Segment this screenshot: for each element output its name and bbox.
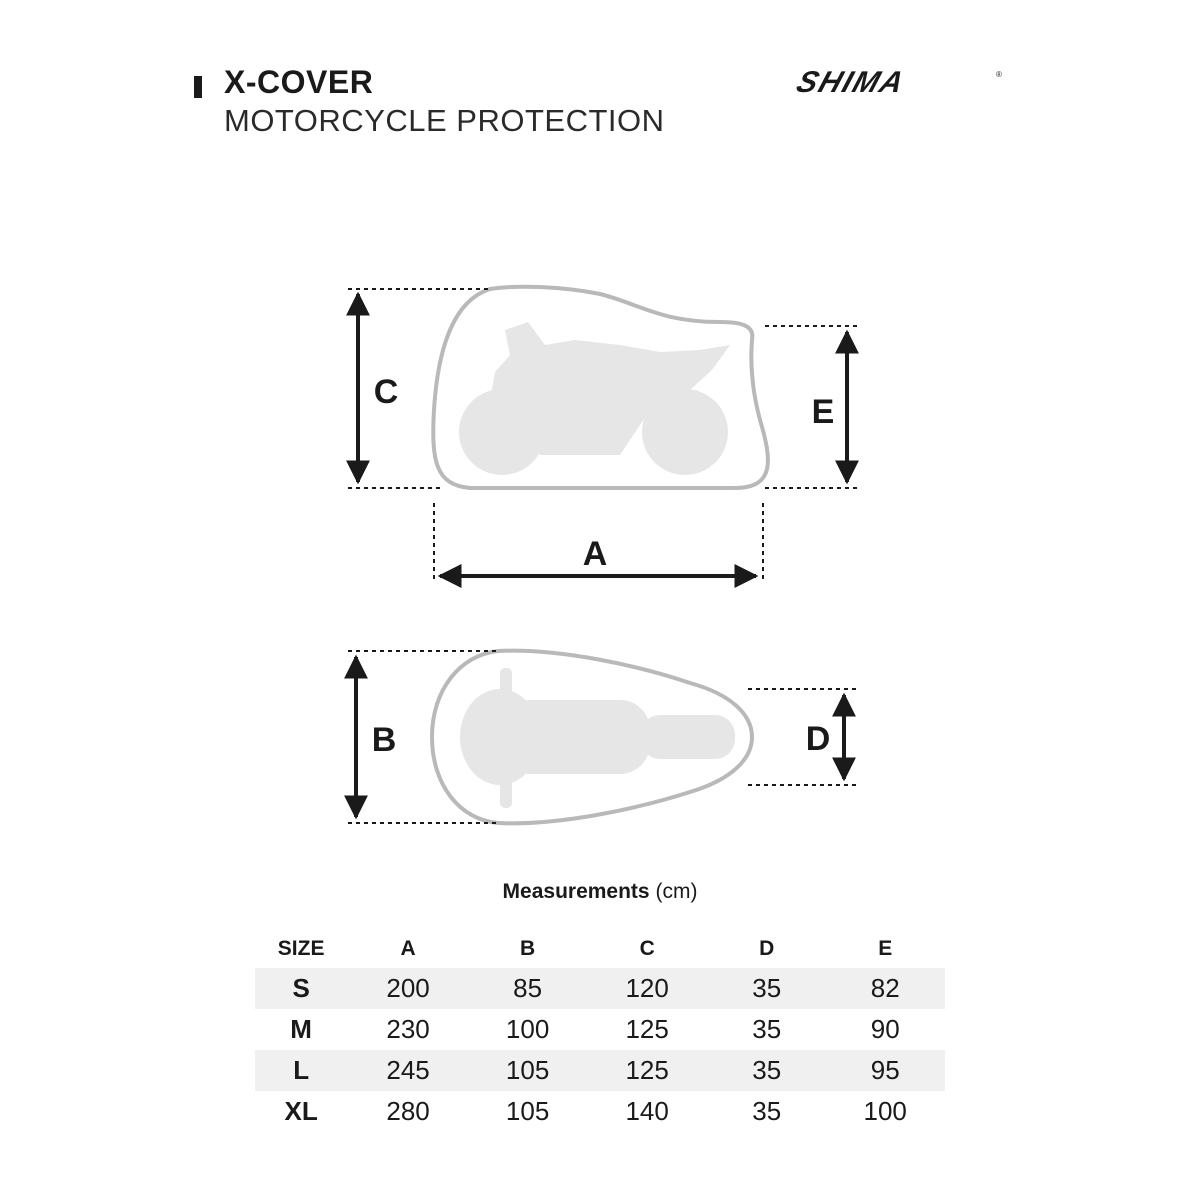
column-header: C [639,937,655,960]
side-motorcycle-silhouette [459,322,730,475]
product-title: X-COVER [224,64,374,100]
table-cell: 35 [708,1050,825,1091]
table-cell: 280 [386,1096,430,1126]
dim-e-label: E [811,393,835,431]
dim-a-label: A [582,535,608,573]
brand-logo: SHIMA [792,66,910,99]
product-subtitle: MOTORCYCLE PROTECTION [224,103,665,138]
side-view [348,287,860,583]
size-table [255,930,945,1132]
top-view [348,651,856,824]
column-header: B [520,937,536,960]
size-cell: S [255,968,347,1009]
table-row [255,1050,945,1091]
table-cell: 245 [347,1050,469,1091]
dim-d-label: D [805,720,831,758]
table-cell: 200 [347,968,469,1009]
table-cell: 100 [863,1096,907,1126]
column-header: A [400,937,416,960]
measurements-title: Measurements [502,880,650,903]
column-header: E [878,937,893,960]
table-header-row [255,930,945,968]
table-cell: 35 [708,968,825,1009]
table-cell: 82 [825,968,945,1009]
table-row [255,1091,945,1132]
table-cell: 125 [625,1014,669,1044]
measurements-heading [0,880,1200,904]
table-row [255,1009,945,1050]
table-cell: 85 [469,968,586,1009]
size-cell: M [290,1014,312,1044]
dim-b-label: B [371,721,397,759]
table-cell: 100 [505,1014,550,1044]
table-cell: 105 [505,1096,550,1126]
table-cell: 35 [752,1014,782,1044]
table-cell: 35 [752,1096,782,1126]
table-cell: 95 [825,1050,945,1091]
measurements-unit: (cm) [655,880,698,903]
top-motorcycle-silhouette [460,668,735,808]
table-cell: 230 [386,1014,430,1044]
table-cell: 90 [870,1014,900,1044]
table-cell: 140 [625,1096,669,1126]
column-header: D [759,937,775,960]
table-row [255,968,945,1009]
size-cell: L [255,1050,347,1091]
dim-c-label: C [373,373,399,411]
column-header: SIZE [277,937,325,960]
size-cell: XL [284,1096,318,1126]
table-cell: 125 [586,1050,708,1091]
table-cell: 120 [586,968,708,1009]
brand-registered-mark: ® [996,70,1002,79]
table-cell: 105 [469,1050,586,1091]
